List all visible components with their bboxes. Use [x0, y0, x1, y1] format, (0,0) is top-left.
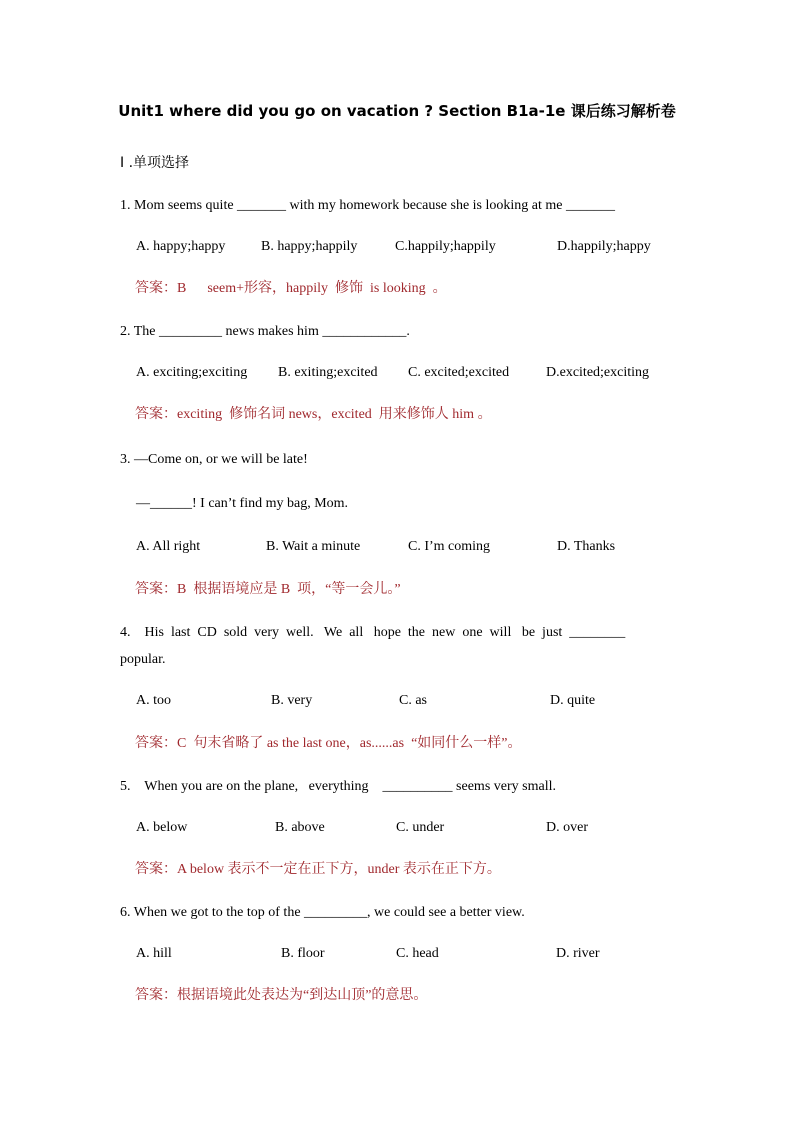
question-6-option-c: C. head	[396, 946, 439, 961]
question-4-option-b: B. very	[271, 693, 313, 708]
question-1-answer-text: B seem+形容，happily 修饰 is looking 。	[177, 281, 447, 296]
question-5-option-a: A. below	[136, 820, 188, 835]
answer-label: 答案：	[135, 406, 177, 422]
question-4-stem-continued: popular.	[120, 652, 166, 667]
question-6-answer-text: 根据语境此处表达为“到达山顶”的意思。	[177, 988, 428, 1003]
question-3-stem-reply: —______! I can’t find my bag, Mom.	[136, 496, 349, 511]
question-3-option-d: D. Thanks	[557, 539, 616, 554]
question-3-option-c: C. I’m coming	[408, 539, 491, 554]
question-2-answer	[135, 405, 492, 424]
answer-label: 答案：	[135, 280, 177, 296]
answer-label: 答案：	[135, 735, 177, 751]
question-2-options	[0, 364, 794, 382]
question-1-option-d: D.happily;happy	[557, 239, 651, 254]
question-4-stem: 4. His last CD sold very well. We all hope the new one will be just ________	[120, 625, 626, 640]
document-title: Unit1 where did you go on vacation ? Section B1a-1e 课后练习解析卷	[118, 102, 676, 120]
question-3-options	[0, 538, 794, 556]
question-6-option-b: B. floor	[281, 946, 325, 961]
question-6-answer	[135, 986, 427, 1005]
question-5-option-d: D. over	[546, 820, 588, 835]
question-5-answer	[135, 860, 501, 879]
question-6-stem: 6. When we got to the top of the _________, we could see a better view.	[120, 905, 525, 920]
question-5-option-c: C. under	[396, 820, 445, 835]
question-2-option-a: A. exciting;exciting	[136, 365, 248, 380]
answer-label: 答案：	[135, 861, 177, 877]
question-3-option-a: A. All right	[136, 539, 201, 554]
question-3-answer-text: B 根据语境应是 B 项，“等一会儿。”	[177, 582, 401, 597]
question-1-option-a: A. happy;happy	[136, 239, 226, 254]
answer-label: 答案：	[135, 581, 177, 597]
question-1-option-b: B. happy;happily	[261, 239, 358, 254]
question-2-answer-text: exciting 修饰名词 news，excited 用来修饰人 him 。	[177, 407, 492, 422]
question-2-stem: 2. The _________ news makes him ____________.	[120, 324, 410, 339]
question-2-option-b: B. exiting;excited	[278, 365, 378, 380]
question-4-option-a: A. too	[136, 693, 171, 708]
question-2-option-d: D.excited;exciting	[546, 365, 650, 380]
question-1-options	[0, 238, 794, 256]
question-4-answer-text: C 句末省略了 as the last one，as......as “如同什么一样”。	[177, 736, 522, 751]
question-3-stem: 3. —Come on, or we will be late!	[120, 452, 308, 467]
question-4-option-d: D. quite	[550, 693, 596, 708]
question-4-answer	[135, 734, 522, 753]
question-6-options	[0, 945, 794, 963]
question-6-option-a: A. hill	[136, 946, 172, 961]
answer-label: 答案：	[135, 987, 177, 1003]
question-1-option-c: C.happily;happily	[395, 239, 496, 254]
question-6-option-d: D. river	[556, 946, 600, 961]
question-4-option-c: C. as	[399, 693, 427, 708]
question-1-answer	[135, 279, 447, 298]
question-3-answer	[135, 580, 401, 599]
question-3-option-b: B. Wait a minute	[266, 539, 361, 554]
section-heading: Ⅰ .单项选择	[120, 155, 190, 171]
question-5-stem: 5. When you are on the plane, everything __________ seems very small.	[120, 779, 556, 794]
question-5-options	[0, 819, 794, 837]
question-1-stem: 1. Mom seems quite _______ with my homework because she is looking at me _______	[120, 198, 615, 213]
question-4-options	[0, 692, 794, 710]
question-5-option-b: B. above	[275, 820, 325, 835]
question-5-answer-text: A below 表示不一定在正下方，under 表示在正下方。	[177, 862, 501, 877]
question-2-option-c: C. excited;excited	[408, 365, 510, 380]
